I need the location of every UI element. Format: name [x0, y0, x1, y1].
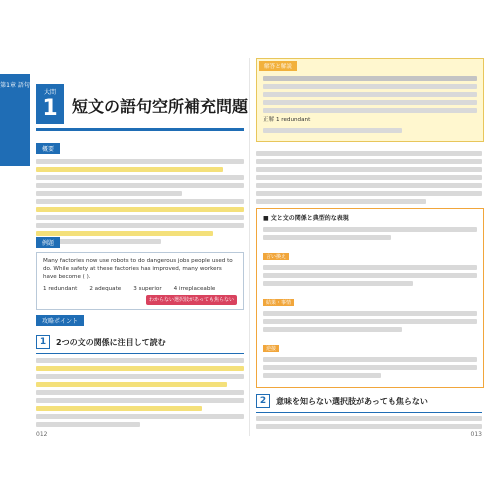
overview-label: 概要 — [36, 143, 60, 154]
example-label: 例題 — [36, 237, 60, 248]
point-2-section — [256, 394, 482, 432]
chapter-header — [0, 76, 249, 126]
point-2-header — [256, 394, 482, 408]
spine-gutter — [249, 58, 250, 436]
point-1-number: 1 — [36, 335, 50, 349]
relations-box-title: ■ 文と文の関係と典型的な表現 — [263, 215, 349, 222]
choice-1: 1 redundant — [43, 286, 78, 292]
point-1-title: 2つの文の関係に注目して読む — [56, 337, 166, 347]
choice-4: 4 irreplaceable — [173, 286, 216, 292]
chapter-title: 短文の語句空所補充問題 — [72, 97, 249, 116]
example-box — [36, 252, 244, 310]
strategy-section — [36, 308, 244, 430]
right-page — [256, 58, 482, 438]
example-sentence: Many factories now use robots to do dangerous jobs people used to do. While safety at these factories has improved, many workers have become ( ). — [43, 258, 233, 280]
chapter-label: 大問 — [43, 89, 56, 96]
label-result: 結果・事情 — [263, 299, 294, 306]
relations-box — [256, 208, 484, 388]
left-page — [0, 58, 249, 438]
example-section — [36, 230, 244, 310]
page-number-left: 012 — [36, 431, 48, 438]
point-2-number: 2 — [256, 394, 270, 408]
hint-badge: わからない選択肢があっても焦らない — [146, 295, 237, 305]
answer-box — [256, 58, 484, 142]
chapter-side-tab — [0, 74, 30, 166]
answer-tag: 解答と解説 — [259, 61, 297, 71]
answer-detail: 正解 1 redundant — [263, 117, 311, 123]
point-1-header — [36, 335, 244, 349]
point-2-title: 意味を知らない選択肢があっても焦らない — [276, 396, 428, 406]
label-paraphrase: 言い換え — [263, 253, 289, 260]
strategy-label: 攻略ポイント — [36, 315, 84, 326]
choice-3: 3 superior — [133, 286, 162, 292]
page-number-right: 013 — [470, 431, 482, 438]
chapter-underline — [36, 128, 244, 131]
chapter-number-box — [36, 84, 64, 124]
choice-2: 2 adequate — [89, 286, 122, 292]
side-tab-text: 第1章 語句 — [0, 82, 30, 89]
chapter-number: 1 — [42, 96, 58, 121]
label-contrast: 逆接 — [263, 345, 279, 352]
example-choices — [43, 285, 237, 293]
answer-explanation — [256, 148, 482, 207]
